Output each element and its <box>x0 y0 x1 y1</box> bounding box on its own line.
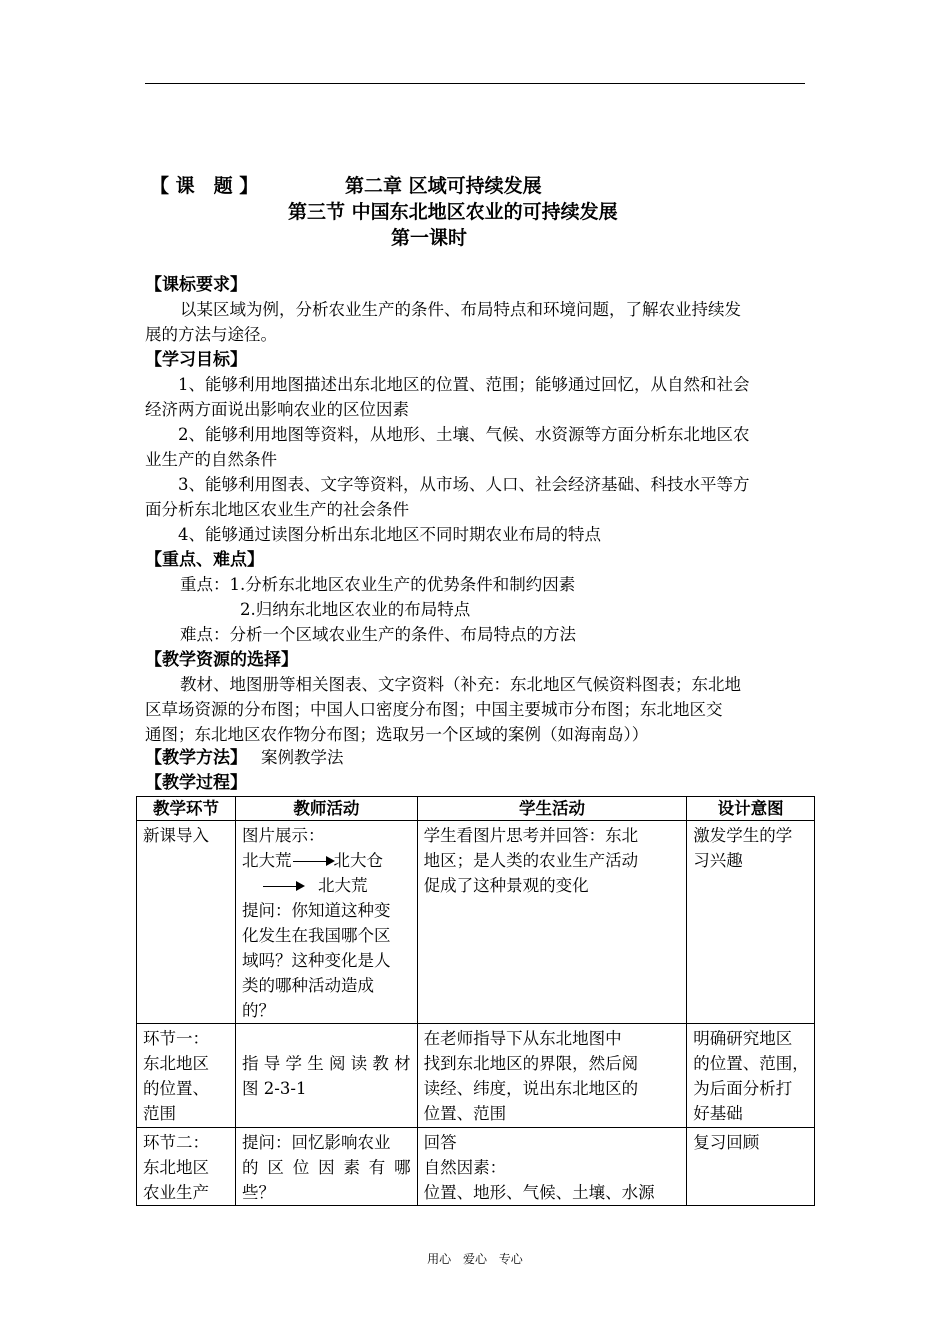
curriculum-line-2: 展的方法与途径。 <box>145 325 277 344</box>
resources-line-1: 教材、地图册等相关图表、文字资料（补充：东北地区气候资料图表；东北地 <box>180 675 741 694</box>
column-header: 教学环节 <box>137 797 236 821</box>
process-heading: 【教学过程】 <box>145 773 247 793</box>
key-points-heading: 【重点、难点】 <box>145 550 264 570</box>
stage-cell: 环节一： 东北地区 的位置、 范围 <box>137 1024 236 1128</box>
section-title: 第三节 中国东北地区农业的可持续发展 <box>288 201 618 223</box>
intent-cell: 激发学生的学 习兴趣 <box>687 821 815 1024</box>
teacher-cell: 图片展示： 北大荒 北大仓 北大荒 提问：你知道这种变 化发生在我国哪个区 域吗？这种变化是人 类的哪种活动造成 的？ <box>236 821 418 1024</box>
curriculum-line-1: 以某区域为例，分析农业生产的条件、布局特点和环境问题，了解农业持续发 <box>180 300 741 319</box>
objective-line-4: 业生产的自然条件 <box>145 450 277 469</box>
student-cell: 在老师指导下从东北地图中 找到东北地区的界限，然后阅 读经、纬度，说出东北地区的 位置、范围 <box>417 1024 687 1128</box>
column-header: 设计意图 <box>687 797 815 821</box>
teacher-cell: 提问：回忆影响农业 的区位因素有哪 些？ <box>236 1128 418 1206</box>
page-footer: 用心 爱心 专心 <box>427 1252 523 1266</box>
column-header: 学生活动 <box>417 797 687 821</box>
right-arrow-icon <box>293 861 333 862</box>
student-cell: 学生看图片思考并回答：东北 地区；是人类的农业生产活动 促成了这种景观的变化 <box>417 821 687 1024</box>
chapter-title: 第二章 区域可持续发展 <box>345 175 542 197</box>
objective-line-2: 经济两方面说出影响农业的区位因素 <box>145 400 409 419</box>
objective-line-7: 4、能够通过读图分析出东北地区不同时期农业布局的特点 <box>178 525 601 544</box>
header-rule <box>145 83 805 84</box>
stage-cell: 新课导入 <box>137 821 236 1024</box>
method-value: 案例教学法 <box>261 748 344 767</box>
student-cell: 回答 自然因素： 位置、地形、气候、土壤、水源 <box>417 1128 687 1206</box>
key-point-2: 2.归纳东北地区农业的布局特点 <box>240 600 471 619</box>
lesson-label: 【 课 题 】 <box>150 175 259 197</box>
teacher-intro: 图片展示： <box>242 826 325 845</box>
objective-line-5: 3、能够利用图表、文字等资料，从市场、人口、社会经济基础、科技水平等方 <box>178 475 750 494</box>
stage-cell: 环节二： 东北地区 农业生产 <box>137 1128 236 1206</box>
curriculum-heading: 【课标要求】 <box>145 275 247 295</box>
objectives-heading: 【学习目标】 <box>145 350 247 370</box>
transition-line: 北大荒 <box>242 873 411 898</box>
objective-line-6: 面分析东北地区农业生产的社会条件 <box>145 500 409 519</box>
method-line <box>145 746 344 770</box>
process-table <box>136 796 815 1206</box>
resources-line-3: 通图；东北地区农作物分布图；选取另一个区域的案例（如海南岛）） <box>145 725 649 744</box>
method-heading: 【教学方法】 <box>145 748 247 768</box>
objective-line-3: 2、能够利用地图等资料，从地形、土壤、气候、水资源等方面分析东北地区农 <box>178 425 750 444</box>
table-row <box>137 1128 815 1206</box>
key-point-1: 重点：1.分析东北地区农业生产的优势条件和制约因素 <box>180 575 576 594</box>
difficult-point: 难点：分析一个区域农业生产的条件、布局特点的方法 <box>180 625 576 644</box>
lesson-period: 第一课时 <box>391 227 468 249</box>
table-header-row <box>137 797 815 821</box>
intent-cell: 明确研究地区 的位置、范围， 为后面分析打 好基础 <box>687 1024 815 1128</box>
resources-heading: 【教学资源的选择】 <box>145 650 298 670</box>
table-row <box>137 1024 815 1128</box>
resources-line-2: 区草场资源的分布图；中国人口密度分布图；中国主要城市分布图；东北地区交 <box>145 700 723 719</box>
transition-line: 北大荒 北大仓 <box>242 851 384 870</box>
teacher-cell: 指导学生阅读教材 图 2-3-1 <box>236 1024 418 1128</box>
column-header: 教师活动 <box>236 797 418 821</box>
intent-cell: 复习回顾 <box>687 1128 815 1206</box>
table-row <box>137 821 815 1024</box>
objective-line-1: 1、能够利用地图描述出东北地区的位置、范围；能够通过回忆，从自然和社会 <box>178 375 750 394</box>
right-arrow-icon <box>263 886 303 887</box>
